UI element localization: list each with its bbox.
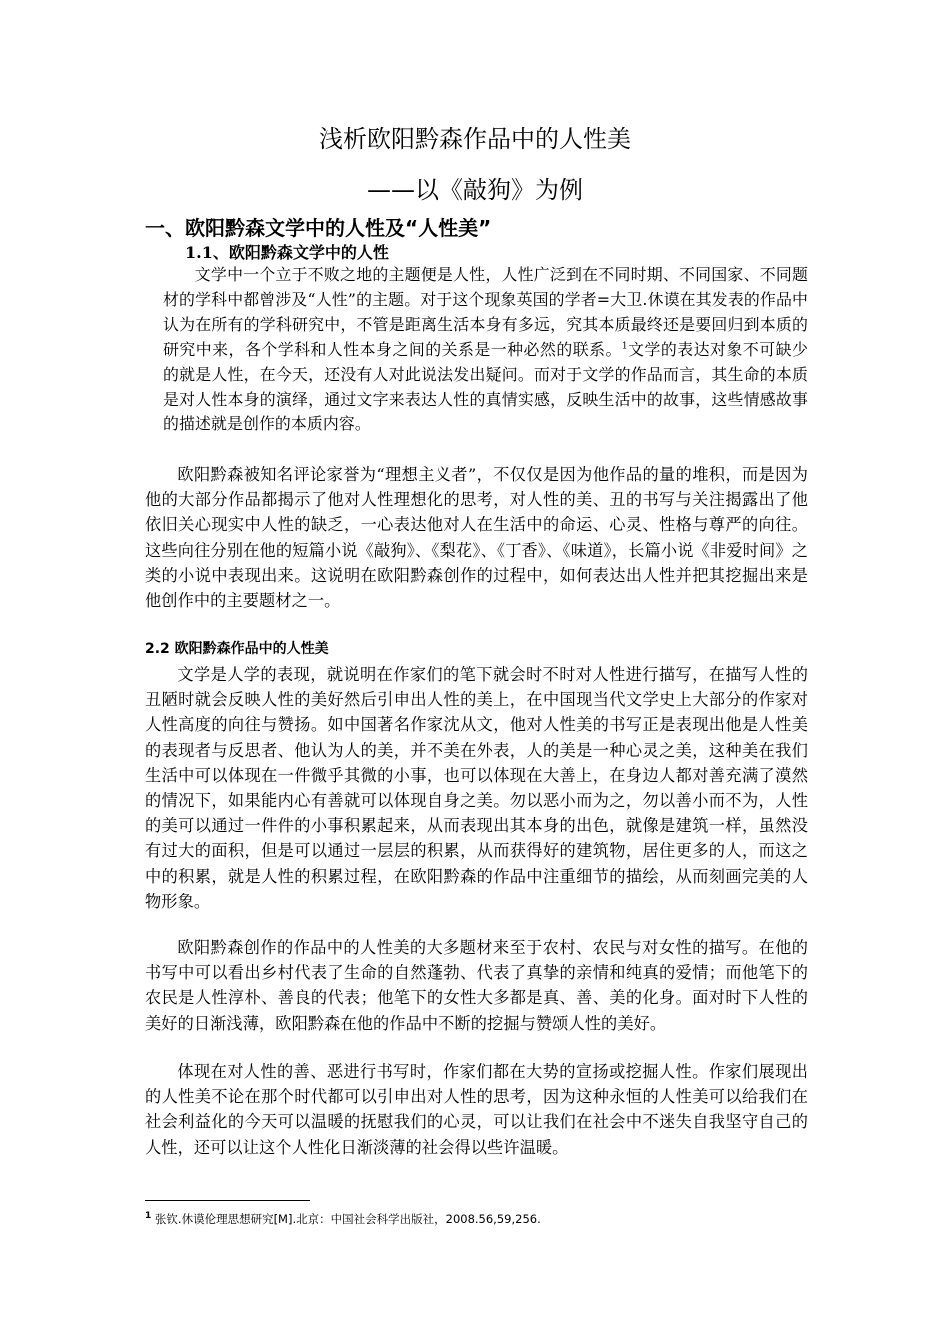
paragraph-5: 体现在对人性的善、恶进行书写时，作家们都在大势的宣扬或挖掘人性。作家们展现出的人性美不论在那个时代都可以引申出对人性的思考，因为这种永恒的人性美可以给我们在社会利益化的今天可以温暖的抚慰我们的心灵，可以让我们在社会中不迷失自我坚守自己的人性，还可以让这个人性化日渐淡薄的社会得以些许温暖。 — [145, 1062, 808, 1157]
paragraph-4: 欧阳黔森创作的作品中的人性美的大多题材来至于农村、农民与对女性的描写。在他的书写中可以看出乡村代表了生命的自然蓬勃、代表了真挚的亲情和纯真的爱情；而他笔下的农民是人性淳朴、善良的代表；他笔下的女性大多都是真、善、美的化身。面对时下人性的美好的日渐浅薄，欧阳黔森在他的作品中不断的挖掘与赞颂人性的美好。 — [145, 938, 808, 1033]
footnote-separator — [145, 1200, 310, 1201]
footnote-reference[interactable]: 1 — [621, 341, 628, 352]
paragraph-1-text-b: 文学的表达对象不可缺少的就是人性，在今天，还没有人对此说法发出疑问。而对于文学的作品而言，其生命的本质是对人性本身的演绎，通过文字来表达人性的真情实感，反映生活中的故事，这些情感故事的描述就是创作的本质内容。 — [163, 339, 808, 434]
paragraph-1-text-a: 文学中一个立于不败之地的主题便是人性，人性广泛到在不同时期、不同国家、不同题材的学科中都曾涉及“人性”的主题。对于这个现象英国的学者=大卫.休谟在其发表的作品中认为在所有的学科研究中，不管是距离生活本身有多远，究其本质最终还是要回归到本质的研究中来，各个学科和人性本身之间的关系是一种必然的联系。 — [163, 265, 808, 359]
document-subtitle: ——以《敲狗》为例 — [367, 176, 583, 204]
paragraph-2: 欧阳黔森被知名评论家誉为“理想主义者”，不仅仅是因为他作品的量的堆积，而是因为他的大部分作品都揭示了他对人性理想化的思考，对人性的美、丑的书写与关注揭露出了他依旧关心现实中人性的缺乏，一心表达他对人在生活中的命运、心灵、性格与尊严的向往。这些向往分别在他的短篇小说《敲狗》、《梨花》、《丁香》、《味道》，长篇小说《非爱时间》之类的小说中表现出来。这说明在欧阳黔森创作的过程中，如何表达出人性并把其挖掘出来是他创作中的主要题材之一。 — [145, 465, 808, 611]
section-heading-1: 一、欧阳黔森文学中的人性及“人性美” — [145, 216, 492, 240]
paragraph-1 — [163, 263, 808, 437]
subsection-heading-1-1: 1.1、欧阳黔森文学中的人性 — [185, 243, 389, 262]
footnote-mark: 1 — [145, 1211, 152, 1222]
document-title: 浅析欧阳黔森作品中的人性美 — [319, 125, 631, 153]
footnote-text: 张钦.休谟伦理思想研究[M].北京：中国社会科学出版社，2008.56,59,256. — [151, 1212, 541, 1226]
footnote — [145, 1210, 541, 1228]
paragraph-3: 文学是人学的表现，就说明在作家们的笔下就会时不时对人性进行描写，在描写人性的丑陋时就会反映人性的美好然后引申出人性的美上，在中国现当代文学史上大部分的作家对人性高度的向往与赞扬。如中国著名作家沈从文，他对人性美的书写正是表现出他是人性美的表现者与反思者、他认为人的美，并不美在外表，人的美是一种心灵之美，这种美在我们生活中可以体现在一件微乎其微的小事，也可以体现在大善上，在身边人都对善充满了漠然的情况下，如果能内心有善就可以体现自身之美。勿以恶小而为之，勿以善小而不为，人性的美可以通过一件件的小事积累起来，从而表现出其本身的出色，就像是建筑一样，虽然没有过大的面积，但是可以通过一层层的积累，从而获得好的建筑物，居住更多的人，而这之中的积累，就是人性的积累过程，在欧阳黔森的作品中注重细节的描绘，从而刻画完美的人物形象。 — [145, 665, 808, 911]
subsection-heading-2-2: 2.2 欧阳黔森作品中的人性美 — [145, 641, 329, 657]
